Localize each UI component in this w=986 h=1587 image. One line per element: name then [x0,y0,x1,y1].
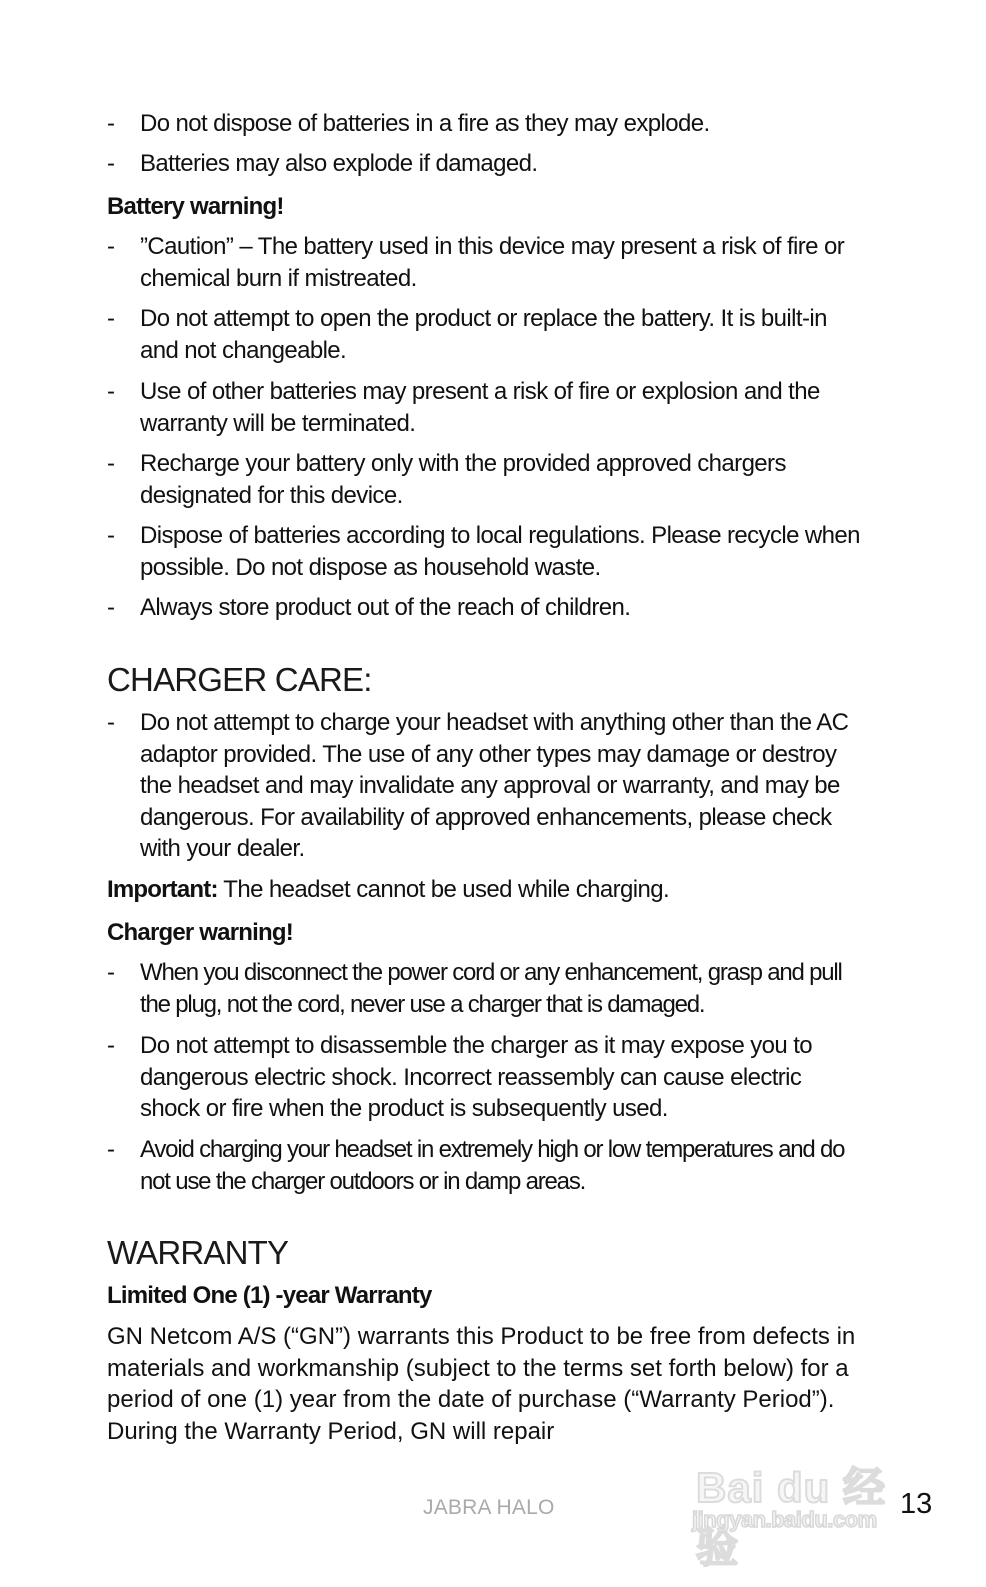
bullet-dash: - [107,150,115,177]
important-note [107,874,669,906]
page-number: 13 [900,1488,933,1520]
warranty-title: WARRANTY [107,1234,289,1271]
list-item-text: Do not attempt to open the product or replace the battery. It is built-in and not changeable. [140,305,827,364]
baidu-watermark [690,1455,920,1571]
list-item-text: Use of other batteries may present a risk of fire or explosion and the warranty will be terminated. [140,378,820,437]
list-item-text: Do not dispose of batteries in a fire as they may explode. [140,110,710,137]
list-item-text: Do not attempt to disassemble the charger as it may expose you to dangerous electric shock. Incorrect reassembly can cause electric shock or fire when the product is subsequently used. [140,1032,813,1122]
watermark-brand: Bai du 经验 [696,1464,887,1571]
bullet-dash: - [107,110,115,137]
bullet-dash: - [107,522,115,549]
bullet-dash: - [107,450,115,477]
list-item-text: Recharge your battery only with the provided approved chargers designated for this device. [140,450,786,509]
footer-product-name: JABRA HALO [423,1496,555,1519]
watermark-url: jingyan.baidu.com [692,1507,877,1532]
battery-warning-heading: Battery warning! [107,193,284,220]
bullet-dash: - [107,1136,115,1163]
list-item-text: When you disconnect the power cord or any enhancement, grasp and pull the plug, not the cord, never use a charger that is damaged. [140,959,842,1018]
bullet-dash: - [107,594,115,621]
bullet-dash: - [107,959,115,986]
important-label: Important: [107,876,218,903]
bullet-dash: - [107,305,115,332]
list-item-text: Dispose of batteries according to local regulations. Please recycle when possible. Do not dispose as household waste. [140,522,860,581]
list-item-text: ”Caution” – The battery used in this device may present a risk of fire or chemical burn if mistreated. [140,233,845,292]
bullet-dash: - [107,709,115,736]
warranty-body: GN Netcom A/S (“GN”) warrants this Product to be free from defects in materials and workmanship (subject to the terms set forth below) for a period of one (1) year from the date of purchase (“Warranty Period”). During the Warranty Period, GN will repair [107,1323,856,1445]
bullet-dash: - [107,1032,115,1059]
warranty-subtitle: Limited One (1) -year Warranty [107,1282,432,1309]
charger-warning-heading: Charger warning! [107,919,293,946]
charger-care-title: CHARGER CARE: [107,661,372,698]
list-item-text: Avoid charging your headset in extremely high or low temperatures and do not use the charger outdoors or in damp areas. [140,1136,845,1195]
list-item-text: Always store product out of the reach of children. [140,594,631,621]
bullet-dash: - [107,378,115,405]
list-item-text: Batteries may also explode if damaged. [140,150,538,177]
important-text: The headset cannot be used while charging. [217,876,670,903]
list-item-text: Do not attempt to charge your headset with anything other than the AC adaptor provided. The use of any other types may damage or destroy the headset and may invalidate any approval or warranty, and may be dangerous. For availability of approved enhancements, please check with your dealer. [140,709,849,862]
bullet-dash: - [107,233,115,260]
